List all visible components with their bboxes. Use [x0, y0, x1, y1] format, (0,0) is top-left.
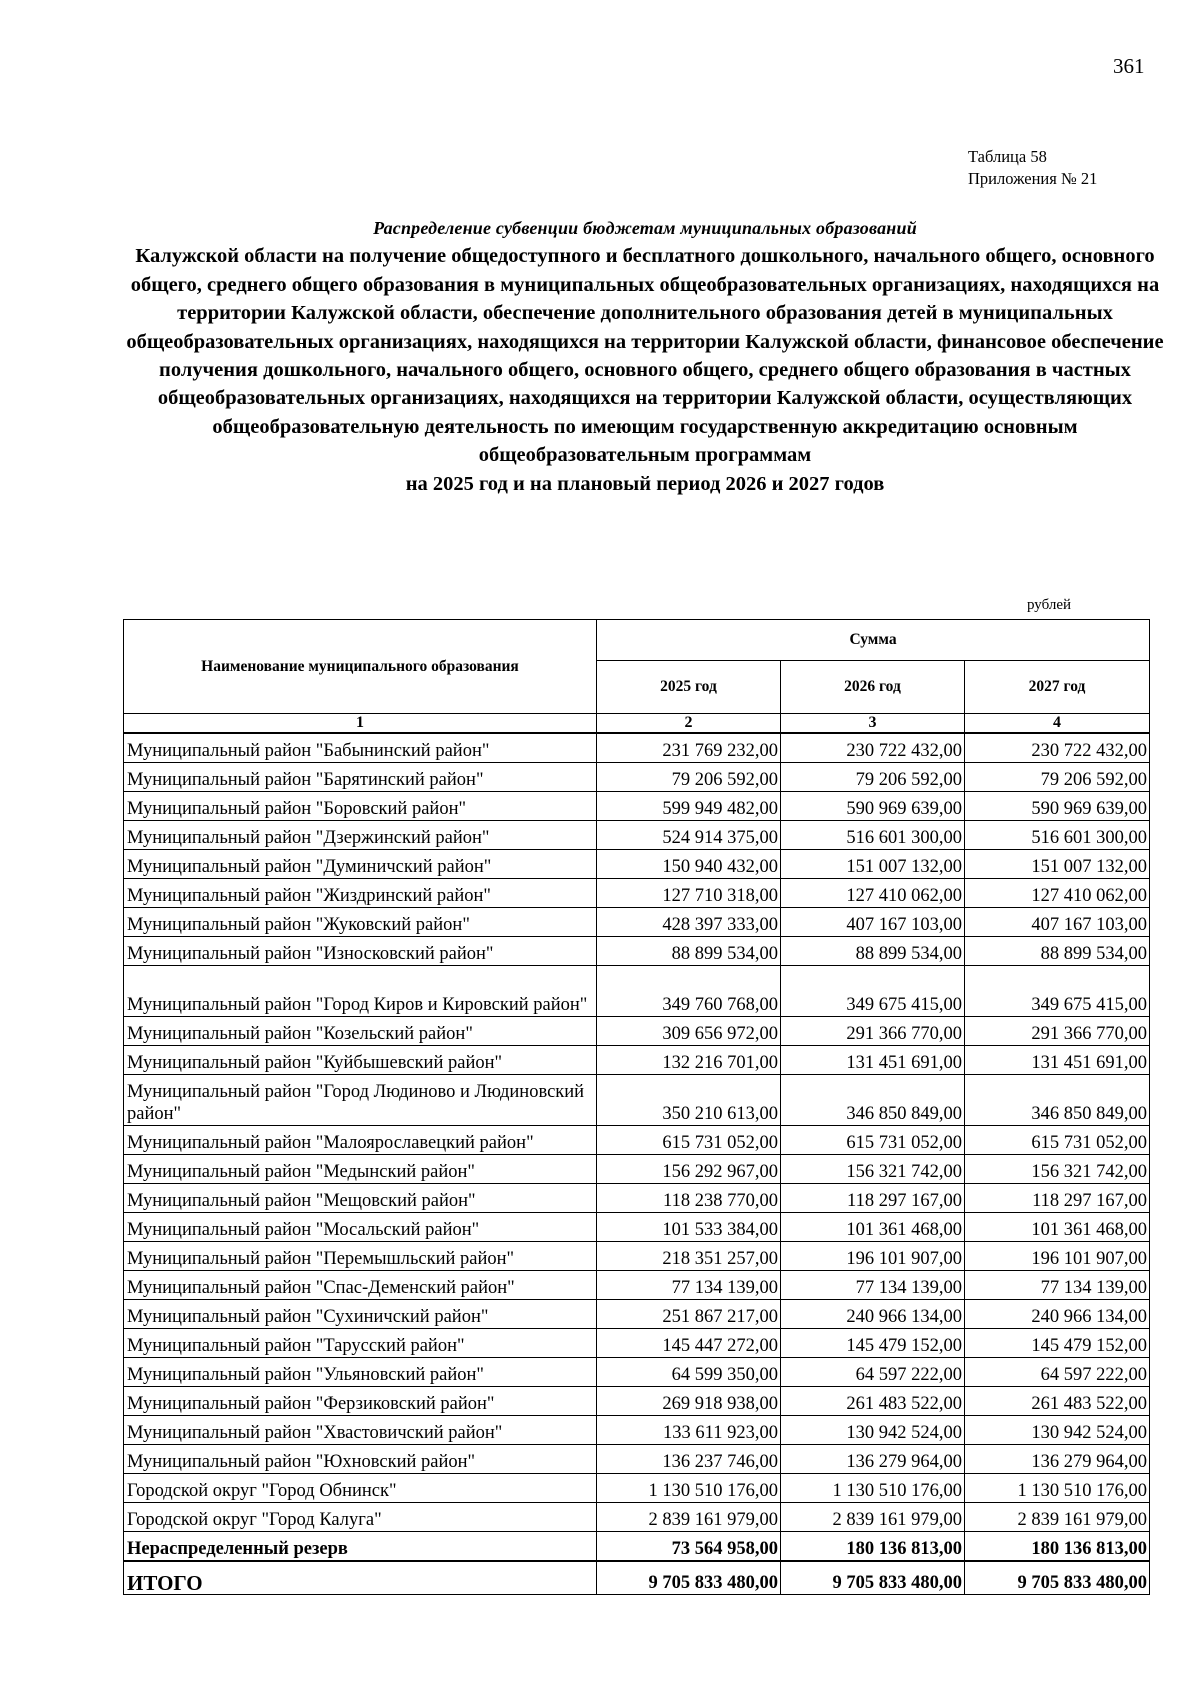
value-2027: 615 731 052,00 [965, 1126, 1150, 1155]
municipality-name: Муниципальный район "Сухиничский район" [124, 1300, 597, 1329]
table-number-label: Таблица 58 [968, 147, 1047, 166]
value-2026: 590 969 639,00 [781, 792, 965, 821]
value-2027: 346 850 849,00 [965, 1075, 1150, 1126]
municipality-name: Городской округ "Город Обнинск" [124, 1474, 597, 1503]
page-number: 361 [1113, 54, 1145, 78]
municipality-name: Муниципальный район "Тарусский район" [124, 1329, 597, 1358]
value-2025: 309 656 972,00 [597, 1017, 781, 1046]
value-2026: 127 410 062,00 [781, 879, 965, 908]
value-2026: 261 483 522,00 [781, 1387, 965, 1416]
value-2027: 2 839 161 979,00 [965, 1503, 1150, 1532]
header-name: Наименование муниципального образования [124, 620, 597, 714]
table-body [124, 733, 1150, 1595]
value-2025: 77 134 139,00 [597, 1271, 781, 1300]
municipality-name: Муниципальный район "Жуковский район" [124, 908, 597, 937]
header-2025: 2025 год [597, 661, 781, 714]
table-row [124, 1503, 1150, 1532]
value-2027: 101 361 468,00 [965, 1213, 1150, 1242]
municipality-name: Муниципальный район "Думиничский район" [124, 850, 597, 879]
value-2026: 130 942 524,00 [781, 1416, 965, 1445]
value-2026: 145 479 152,00 [781, 1329, 965, 1358]
table-row [124, 1416, 1150, 1445]
value-2025: 599 949 482,00 [597, 792, 781, 821]
total-row [124, 1561, 1150, 1595]
value-2027: 136 279 964,00 [965, 1445, 1150, 1474]
total-2025: 9 705 833 480,00 [597, 1561, 781, 1595]
value-2027: 118 297 167,00 [965, 1184, 1150, 1213]
table-row [124, 937, 1150, 966]
value-2026: 79 206 592,00 [781, 763, 965, 792]
municipality-name: Муниципальный район "Козельский район" [124, 1017, 597, 1046]
value-2027: 516 601 300,00 [965, 821, 1150, 850]
municipality-name: Муниципальный район "Куйбышевский район" [124, 1046, 597, 1075]
municipality-name: Муниципальный район "Ферзиковский район" [124, 1387, 597, 1416]
value-2025: 231 769 232,00 [597, 733, 781, 763]
value-2026: 151 007 132,00 [781, 850, 965, 879]
title-body: Калужской области на получение общедоступного и бесплатного дошкольного, начального общего, основного общего, среднего общего образования в муниципальных общеобразовательных организациях, находящихся на территории Калужской области, обеспечение дополнительного образования детей в муниципальных общеобразовательных организациях, находящихся на территории Калужской области, финансовое обеспечение получения дошкольного, начального общего, основного общего, среднего общего образования в частных общеобразовательных организациях, находящихся на территории Калужской области, осуществляющих общеобразовательную деятельность по имеющим государственную аккредитацию основным общеобразовательным программам [126, 245, 1164, 467]
appendix-label: Приложения № 21 [968, 169, 1098, 188]
value-2025: 428 397 333,00 [597, 908, 781, 937]
municipality-name: Муниципальный район "Перемышльский район" [124, 1242, 597, 1271]
value-2025: 150 940 432,00 [597, 850, 781, 879]
value-2026: 291 366 770,00 [781, 1017, 965, 1046]
table-row [124, 1017, 1150, 1046]
value-2026: 349 675 415,00 [781, 966, 965, 1017]
value-2025: 79 206 592,00 [597, 763, 781, 792]
value-2027: 590 969 639,00 [965, 792, 1150, 821]
municipality-name: Муниципальный район "Барятинский район" [124, 763, 597, 792]
table-row [124, 908, 1150, 937]
value-2026: 230 722 432,00 [781, 733, 965, 763]
municipality-name: Муниципальный район "Износковский район" [124, 937, 597, 966]
value-2026: 64 597 222,00 [781, 1358, 965, 1387]
value-2027: 130 942 524,00 [965, 1416, 1150, 1445]
header-2027: 2027 год [965, 661, 1150, 714]
municipality-name: Муниципальный район "Дзержинский район" [124, 821, 597, 850]
value-2027: 261 483 522,00 [965, 1387, 1150, 1416]
municipality-name: Муниципальный район "Медынский район" [124, 1155, 597, 1184]
value-2027: 349 675 415,00 [965, 966, 1150, 1017]
value-2025: 615 731 052,00 [597, 1126, 781, 1155]
value-2027: 407 167 103,00 [965, 908, 1150, 937]
value-2026: 346 850 849,00 [781, 1075, 965, 1126]
municipality-name: Муниципальный район "Малоярославецкий район" [124, 1126, 597, 1155]
table-row [124, 850, 1150, 879]
table-row [124, 792, 1150, 821]
table-row [124, 1126, 1150, 1155]
title-line-1: Распределение субвенции бюджетам муниципальных образований [373, 218, 917, 238]
municipality-name: Муниципальный район "Мосальский район" [124, 1213, 597, 1242]
value-2027: 127 410 062,00 [965, 879, 1150, 908]
municipality-name: Муниципальный район "Бабынинский район" [124, 733, 597, 763]
reserve-name: Нераспределенный резерв [124, 1532, 597, 1562]
value-2027: 240 966 134,00 [965, 1300, 1150, 1329]
value-2027: 131 451 691,00 [965, 1046, 1150, 1075]
municipality-name: Муниципальный район "Спас-Деменский район" [124, 1271, 597, 1300]
municipality-name: Муниципальный район "Боровский район" [124, 792, 597, 821]
municipality-name: Муниципальный район "Мещовский район" [124, 1184, 597, 1213]
value-2027: 156 321 742,00 [965, 1155, 1150, 1184]
value-2025: 127 710 318,00 [597, 879, 781, 908]
header-2026: 2026 год [781, 661, 965, 714]
value-2026: 240 966 134,00 [781, 1300, 965, 1329]
reserve-2025: 73 564 958,00 [597, 1532, 781, 1562]
value-2026: 136 279 964,00 [781, 1445, 965, 1474]
municipality-name: Муниципальный район "Юхновский район" [124, 1445, 597, 1474]
table-row [124, 1358, 1150, 1387]
value-2026: 1 130 510 176,00 [781, 1474, 965, 1503]
table-reference [968, 146, 1097, 190]
value-2025: 269 918 938,00 [597, 1387, 781, 1416]
document-title [120, 214, 1170, 498]
title-period: на 2025 год и на плановый период 2026 и 2027 годов [405, 472, 885, 495]
total-2027: 9 705 833 480,00 [965, 1561, 1150, 1595]
value-2027: 230 722 432,00 [965, 733, 1150, 763]
value-2026: 156 321 742,00 [781, 1155, 965, 1184]
table-row [124, 763, 1150, 792]
table-row [124, 1329, 1150, 1358]
table-row [124, 1300, 1150, 1329]
value-2025: 132 216 701,00 [597, 1046, 781, 1075]
value-2025: 1 130 510 176,00 [597, 1474, 781, 1503]
value-2027: 196 101 907,00 [965, 1242, 1150, 1271]
value-2026: 615 731 052,00 [781, 1126, 965, 1155]
reserve-2027: 180 136 813,00 [965, 1532, 1150, 1562]
table-row [124, 1474, 1150, 1503]
value-2025: 88 899 534,00 [597, 937, 781, 966]
value-2025: 133 611 923,00 [597, 1416, 781, 1445]
municipality-name: Муниципальный район "Город Киров и Кировский район" [124, 966, 597, 1017]
reserve-2026: 180 136 813,00 [781, 1532, 965, 1562]
value-2027: 145 479 152,00 [965, 1329, 1150, 1358]
table-row [124, 733, 1150, 763]
value-2027: 151 007 132,00 [965, 850, 1150, 879]
value-2025: 350 210 613,00 [597, 1075, 781, 1126]
table-row [124, 1155, 1150, 1184]
table-row [124, 821, 1150, 850]
municipality-name: Муниципальный район "Хвастовичский район" [124, 1416, 597, 1445]
value-2025: 218 351 257,00 [597, 1242, 781, 1271]
table-row [124, 1184, 1150, 1213]
table-row [124, 1046, 1150, 1075]
reserve-row [124, 1532, 1150, 1562]
value-2025: 136 237 746,00 [597, 1445, 781, 1474]
table-row [124, 1445, 1150, 1474]
value-2027: 1 130 510 176,00 [965, 1474, 1150, 1503]
table-row [124, 966, 1150, 1017]
value-2027: 64 597 222,00 [965, 1358, 1150, 1387]
value-2026: 516 601 300,00 [781, 821, 965, 850]
municipality-name: Муниципальный район "Город Людиново и Людиновский район" [124, 1075, 597, 1126]
table-row [124, 1213, 1150, 1242]
column-number: 2 [597, 714, 781, 734]
table-row [124, 1075, 1150, 1126]
unit-label: рублей [1027, 597, 1072, 613]
value-2026: 131 451 691,00 [781, 1046, 965, 1075]
value-2026: 101 361 468,00 [781, 1213, 965, 1242]
municipality-name: Городской округ "Город Калуга" [124, 1503, 597, 1532]
value-2026: 77 134 139,00 [781, 1271, 965, 1300]
table-row [124, 1387, 1150, 1416]
value-2026: 88 899 534,00 [781, 937, 965, 966]
column-number: 4 [965, 714, 1150, 734]
value-2025: 145 447 272,00 [597, 1329, 781, 1358]
municipality-name: Муниципальный район "Жиздринский район" [124, 879, 597, 908]
value-2026: 196 101 907,00 [781, 1242, 965, 1271]
column-number: 1 [124, 714, 597, 734]
value-2025: 156 292 967,00 [597, 1155, 781, 1184]
total-2026: 9 705 833 480,00 [781, 1561, 965, 1595]
value-2025: 118 238 770,00 [597, 1184, 781, 1213]
value-2025: 524 914 375,00 [597, 821, 781, 850]
municipality-name: Муниципальный район "Ульяновский район" [124, 1358, 597, 1387]
value-2027: 88 899 534,00 [965, 937, 1150, 966]
table-row [124, 1242, 1150, 1271]
value-2026: 2 839 161 979,00 [781, 1503, 965, 1532]
value-2026: 407 167 103,00 [781, 908, 965, 937]
value-2025: 349 760 768,00 [597, 966, 781, 1017]
value-2027: 291 366 770,00 [965, 1017, 1150, 1046]
column-number: 3 [781, 714, 965, 734]
value-2027: 79 206 592,00 [965, 763, 1150, 792]
header-sum: Сумма [597, 620, 1150, 661]
value-2027: 77 134 139,00 [965, 1271, 1150, 1300]
value-2025: 101 533 384,00 [597, 1213, 781, 1242]
table-row [124, 879, 1150, 908]
value-2026: 118 297 167,00 [781, 1184, 965, 1213]
table-row [124, 1271, 1150, 1300]
subvention-table [123, 619, 1150, 1595]
total-name: ИТОГО [124, 1561, 597, 1595]
value-2025: 251 867 217,00 [597, 1300, 781, 1329]
value-2025: 64 599 350,00 [597, 1358, 781, 1387]
value-2025: 2 839 161 979,00 [597, 1503, 781, 1532]
